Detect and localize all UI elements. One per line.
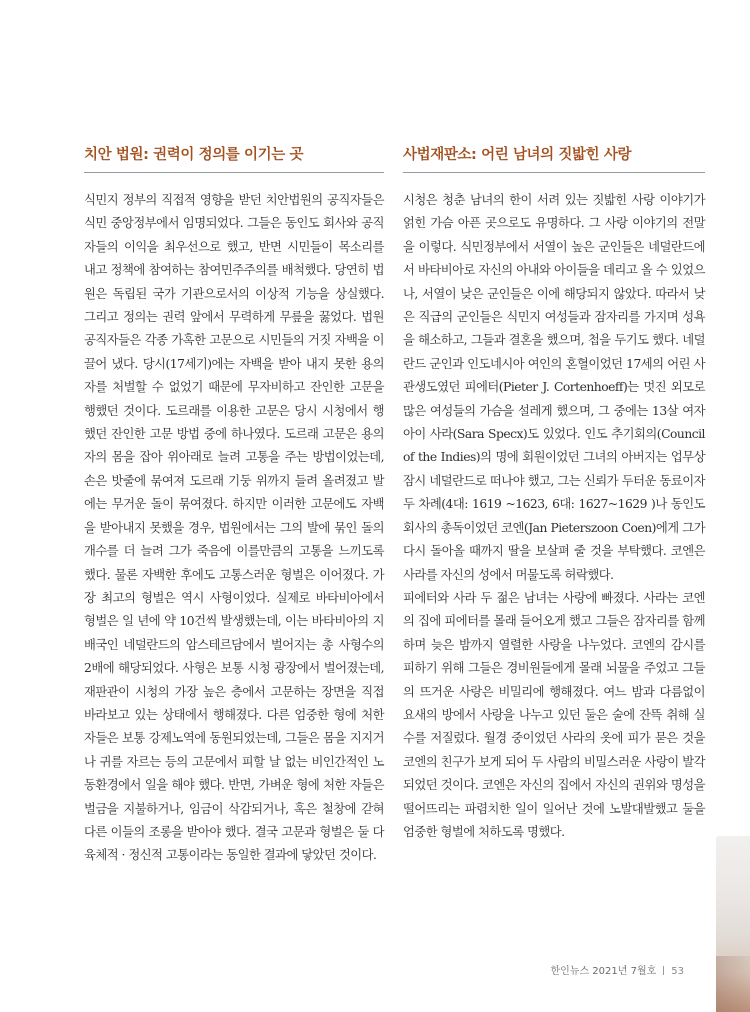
footer-issue: 한인뉴스 2021년 7월호 <box>550 966 657 977</box>
corner-photo-shade <box>716 956 750 1012</box>
left-title-divider <box>84 172 384 173</box>
page-footer <box>550 962 684 977</box>
footer-separator <box>663 966 664 975</box>
right-body-text <box>403 189 705 844</box>
left-body-text <box>84 189 384 868</box>
left-column <box>84 144 384 868</box>
page-number: 53 <box>671 966 684 977</box>
right-section-title: 사법재판소: 어린 남녀의 짓밟힌 사랑 <box>403 147 632 163</box>
right-title-divider <box>403 172 705 173</box>
right-paragraph-1: 시청은 청춘 남녀의 한이 서려 있는 짓밟힌 사랑 이야기가 얽힌 가슴 아픈 곳으로도 유명하다. 그 사랑 이야기의 전말을 이렇다. 식민정부에서 서열이 높은 군인들은 네덜란드에서 바타비아로 자신의 아내와 아이들을 데리고 올 수 있었으나, 서열이 낮은 군인들은 이에 해당되지 않았다. 따라서 낮은 직급의 군인들은 식민지 여성들과 잠자리를 가지며 성욕을 해소하고, 그들과 결혼을 했으며, 첩을 두기도 했다. 네덜란드 군인과 인도네시아 여인의 혼혈이었던 17세의 어린 사관생도였던 피에터(Pieter J. Cortenhoeff)는 멋진 외모로 많은 여성들의 가슴을 설레게 했으며, 그 중에는 13살 여자 아이 사라(Sara Specx)도 있었다. 인도 추기회의(Council of the Indies)의 명에 회원이었던 그녀의 아버지는 업무상 잠시 네덜란드로 떠나야 했고, 그는 신뢰가 두터운 동료이자 두 차례(4대: 1619 ~1623, 6대: 1627~1629 )나 동인도 회사의 총독이었던 코엔(Jan Pieterszoon Coen)에게 그가 다시 돌아올 때까지 딸을 보살펴 줄 것을 부탁했다. 코엔은 사라를 자신의 성에서 머물도록 허락했다. <box>403 193 705 582</box>
right-column <box>403 144 705 844</box>
right-paragraph-2: 피에터와 사라 두 젊은 남녀는 사랑에 빠졌다. 사라는 코엔의 집에 피에터를 몰래 들어오게 했고 그들은 잠자리를 함께 하며 늦은 밤까지 열렬한 사랑을 나누었다. 코엔의 감시를 피하기 위해 그들은 경비원들에게 몰래 뇌물을 주었고 그들의 뜨거운 사랑은 비밀리에 행해졌다. 여느 밤과 다름없이 요새의 방에서 사랑을 나누고 있던 둘은 술에 잔뜩 취해 실수를 저질렀다. 월경 중이었던 사라의 옷에 피가 묻은 것을 코엔의 친구가 보게 되어 두 사람의 비밀스러운 사랑이 발각되었던 것이다. 코엔은 자신의 집에서 자신의 권위와 명성을 떨어뜨리는 파렴치한 일이 일어난 것에 노발대발했고 둘을 엄중한 형벌에 처하도록 명했다. <box>403 590 705 839</box>
corner-photo <box>716 836 750 1012</box>
left-section-title: 치안 법원: 권력이 정의를 이기는 곳 <box>84 147 304 163</box>
left-paragraph-1: 식민지 정부의 직접적 영향을 받던 치안법원의 공직자들은 식민 중앙정부에서 임명되었다. 그들은 동인도 회사와 공직자들의 이익을 최우선으로 했고, 반면 시민들이 목소리를 내고 정책에 참여하는 참여민주주의를 배척했다. 당연히 법원은 독립된 국가 기관으로서의 이상적 기능을 상실했다. 그리고 정의는 권력 앞에서 무력하게 무릎을 꿇었다. 법원 공직자들은 각종 가혹한 고문으로 시민들의 거짓 자백을 이끌어 냈다. 당시(17세기)에는 자백을 받아 내지 못한 용의자를 처벌할 수 없었기 때문에 무자비하고 잔인한 고문을 행했던 것이다. 도르래를 이용한 고문은 당시 시청에서 행했던 잔인한 고문 방법 중에 하나였다. 도르래 고문은 용의자의 몸을 잡아 위아래로 늘려 고통을 주는 방법이었는데, 손은 밧줄에 묶여져 도르래 기둥 위까지 들려 올려졌고 발에는 무거운 돌이 묶여졌다. 하지만 이러한 고문에도 자백을 받아내지 못했을 경우, 법원에서는 그의 발에 묶인 돌의 개수를 더 늘려 그가 죽음에 이를만큼의 고통을 느끼도록 했다. 물론 자백한 후에도 고통스러운 형벌은 이어졌다. 가장 최고의 형벌은 역시 사형이었다. 실제로 바타비아에서 형벌은 일 년에 약 10건씩 발생했는데, 이는 바타비아의 지배국인 네덜란드의 암스테르담에서 벌어지는 총 사형수의 2배에 해당되었다. 사형은 보통 시청 광장에서 벌어졌는데, 재판관이 시청의 가장 높은 층에서 고문하는 장면을 직접 바라보고 있는 상태에서 행해졌다. 다른 엄중한 형에 처한 자들은 보통 강제노역에 동원되었는데, 그들은 몸을 지지거나 귀를 자르는 등의 고문에서 피할 날 없는 비인간적인 노동환경에서 일을 해야 했다. 반면, 가벼운 형에 처한 자들은 벌금을 지불하거나, 임금이 삭감되거나, 혹은 철창에 갇혀 다른 이들의 조롱을 받아야 했다. 결국 고문과 형벌은 둘 다 육체적 · 정신적 고통이라는 동일한 결과에 닿았던 것이다. <box>84 193 384 863</box>
